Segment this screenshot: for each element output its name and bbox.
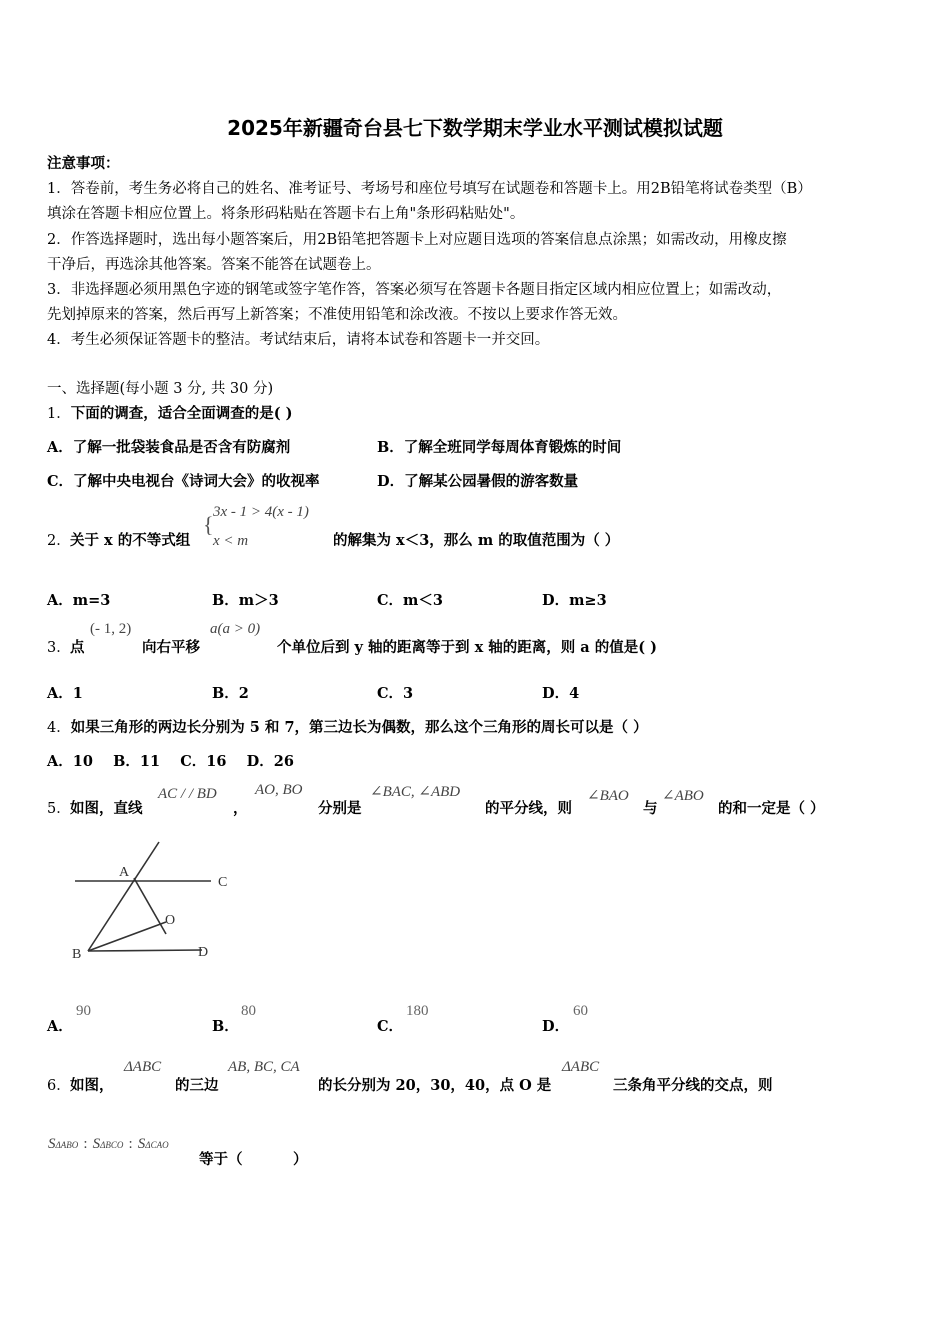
q5-option-c-value: 180 [406, 1003, 429, 1019]
q3-post: 个单位后到 y 轴的距离等于到 x 轴的距离，则 a 的值是( ) [277, 639, 658, 656]
q3-option-b: B．2 [212, 685, 249, 702]
q1-text: 下面的调查，适合全面调查的是( ) [70, 405, 293, 422]
line-ab [88, 842, 159, 951]
section-heading: 一、选择题(每小题 3 分, 共 30 分) [47, 381, 274, 397]
notice-line: 2．作答选择题时，选出每小题答案后，用2B铅笔把答题卡上对应题目选项的答案信息点涂黑；如需改动，用橡皮擦 [47, 232, 787, 248]
q5-pre: 如图，直线 [70, 800, 143, 817]
q6-colon-1: : [83, 1136, 88, 1152]
notice-line: 3．非选择题必须用黑色字迹的钢笔或签字笔作答，答案必须写在答题卡各题目指定区域内相应位置上；如需改动， [47, 282, 782, 298]
q2-option-a: A．m=3 [47, 592, 111, 609]
q1-option-d: D．了解某公园暑假的游客数量 [377, 473, 579, 490]
notice-line: 4．考生必须保证答题卡的整洁。考试结束后，请将本试卷和答题卡一并交回。 [47, 332, 550, 348]
q4-options: A．10 B．11 C．16 D．26 [47, 753, 294, 770]
line-bo [88, 922, 166, 951]
q6-s2-sub: ΔBCO [100, 1140, 124, 1150]
q1-option-b: B．了解全班同学每周体育锻炼的时间 [377, 439, 622, 456]
notice-line: 1．答卷前，考生务必将自己的姓名、准考证号、考场号和座位号填写在试题卷和答题卡上。用2B铅笔将试卷类型（B） [47, 181, 812, 197]
q5-math-bao: ∠BAO [587, 788, 629, 804]
q5-option-a-label: A． [47, 1018, 73, 1035]
q6-s2: S [92, 1136, 101, 1152]
q1-number: 1． [47, 406, 71, 422]
q5-option-d-value: 60 [573, 1003, 588, 1019]
line-ao [134, 878, 166, 934]
q6-sides: AB, BC, CA [228, 1059, 300, 1075]
q3-mid: 向右平移 [142, 639, 200, 656]
q6-post: 三条角平分线的交点，则 [613, 1077, 773, 1094]
page-title: 2025年新疆奇台县七下数学期末学业水平测试模拟试题 [227, 116, 723, 140]
q6-colon-2: : [128, 1136, 133, 1152]
q4-stem [47, 716, 648, 737]
q2-option-b: B．m＞3 [212, 592, 279, 609]
q5-option-c-label: C． [377, 1018, 404, 1035]
notice-line: 先划掉原来的答案，然后再写上新答案；不准使用铅笔和涂改液。不按以上要求作答无效。 [47, 307, 627, 323]
q5-post: 的和一定是（ ） [718, 800, 825, 817]
q6-triangle-1: ΔABC [124, 1059, 162, 1075]
q5-option-d-label: D． [542, 1018, 570, 1035]
q3-option-d: D．4 [542, 685, 580, 702]
q5-math-abo: ∠ABO [662, 788, 704, 804]
q1-option-a: A．了解一批袋装食品是否含有防腐剂 [47, 439, 291, 456]
q3-pre: 点 [70, 639, 85, 656]
q6-s1: S [48, 1136, 56, 1152]
q6-triangle-2: ΔABC [562, 1059, 600, 1075]
q6-area-ratio [48, 1133, 169, 1153]
q5-mid2: 的平分线，则 [485, 800, 572, 817]
q4-number: 4． [47, 720, 71, 736]
q6-tail: 等于（ ） [199, 1151, 308, 1168]
label-b: B [72, 947, 82, 962]
q5-math-ac-bd: AC / / BD [158, 786, 217, 802]
q5-option-a-value: 90 [76, 1003, 91, 1019]
label-d: D [198, 945, 209, 960]
q1-stem [47, 402, 293, 423]
label-o: O [165, 913, 176, 928]
q6-s3-sub: ΔCAO [145, 1140, 169, 1150]
q2-inequality-2: x < m [213, 533, 249, 549]
q4-text: 如果三角形的两边长分别为 5 和 7，第三边长为偶数，那么这个三角形的周长可以是（ ） [70, 719, 648, 736]
label-a: A [119, 865, 130, 880]
q2-option-d: D．m≥3 [542, 592, 607, 609]
q1-option-c: C．了解中央电视台《诗词大会》的收视率 [47, 473, 320, 490]
q5-option-b-label: B． [212, 1018, 239, 1035]
label-c: C [218, 875, 228, 890]
notice-line: 填涂在答题卡相应位置上。将条形码粘贴在答题卡右上角"条形码粘贴处"。 [47, 206, 525, 222]
q6-mid2: 的长分别为 20，30，40，点 O 是 [318, 1077, 552, 1094]
notice-line: 干净后，再选涂其他答案。答案不能答在试题卷上。 [47, 257, 381, 273]
q3-number: 3． [47, 640, 71, 656]
q5-option-b-value: 80 [241, 1003, 256, 1019]
q5-math-angles: ∠BAC, ∠ABD [370, 784, 461, 800]
q3-option-a: A．1 [47, 685, 83, 702]
q5-figure [66, 838, 246, 968]
q5-mid1: 分别是 [318, 800, 362, 817]
q6-number: 6． [47, 1078, 71, 1094]
q2-post: 的解集为 x＜3，那么 m 的取值范围为（ ） [333, 532, 620, 549]
q2-inequality-1: 3x - 1 > 4(x - 1) [213, 504, 309, 520]
line-bd [88, 950, 202, 951]
q5-math-ao-bo: AO, BO [255, 782, 303, 798]
q2-number: 2． [47, 533, 71, 549]
q5-mid3: 与 [643, 800, 658, 817]
q2-brace: { [203, 512, 214, 537]
q2-pre: 关于 x 的不等式组 [70, 532, 191, 549]
notice-heading: 注意事项： [47, 155, 120, 172]
q2-option-c: C．m＜3 [377, 592, 443, 609]
q6-pre: 如图， [70, 1077, 114, 1094]
q6-s3: S [137, 1136, 146, 1152]
q3-a: a(a > 0) [210, 621, 261, 637]
q5-number: 5． [47, 801, 71, 817]
q3-option-c: C．3 [377, 685, 414, 702]
q6-s1-sub: ΔABO [55, 1140, 79, 1150]
q3-point: (- 1, 2) [90, 621, 132, 637]
q6-mid1: 的三边 [175, 1077, 219, 1094]
q5-comma: ， [233, 800, 248, 817]
